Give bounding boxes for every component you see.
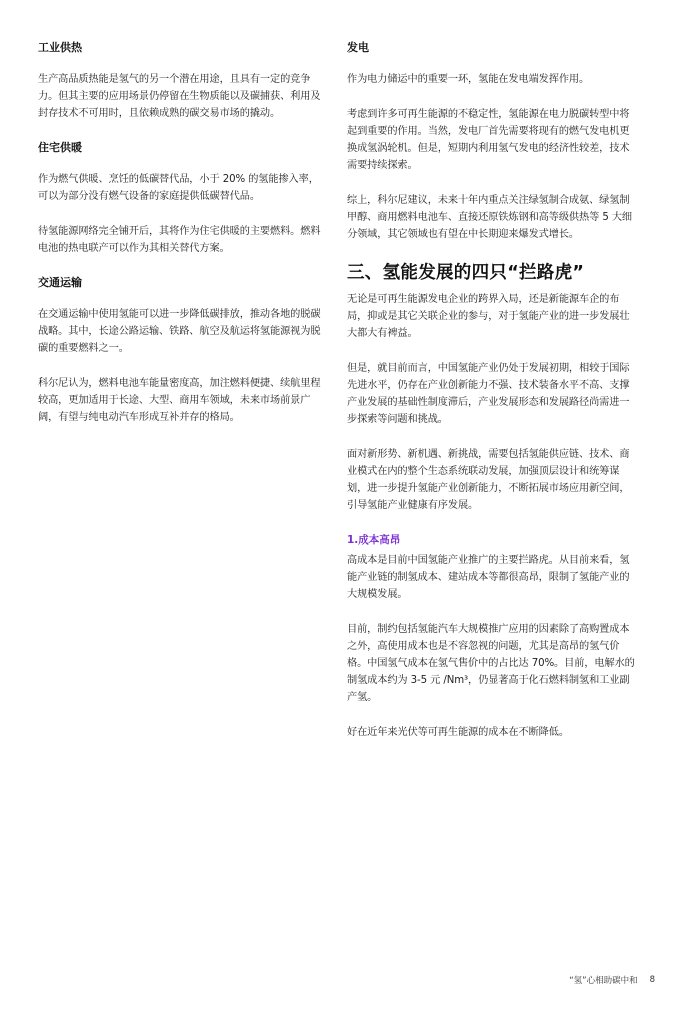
industry-heat-heading: 工业供热 (38, 41, 82, 54)
power-generation-heading: 发电 (347, 41, 369, 54)
residential-heating-heading: 住宅供暖 (38, 141, 82, 154)
residential-heating-paragraph-1: 作为燃气供暖、烹饪的低碳替代品，小于 20% 的氢能掺入率，可以为部分没有燃气设备的家庭提供低碳替代品。 (38, 174, 319, 202)
power-generation-paragraph-2: 考虑到许多可再生能源的不稳定性，氢能源在电力脱碳转型中将起到重要的作用。当然，发电厂首先需要将现有的燃气发电机更换成氢涡轮机。但是，短期内利用氢气发电的经济性较差，技术需要持续探索。 (347, 109, 630, 171)
residential-heating-paragraph-2: 待氢能源网络完全铺开后，其将作为住宅供暖的主要燃料。燃料电池的热电联产可以作为其相关替代方案。 (38, 226, 321, 254)
section-paragraph-3: 面对新形势、新机遇、新挑战，需要包括氢能供应链、技术、商业模式在内的整个生态系统联动发展，加强顶层设计和统筹谋划，进一步提升氢能产业创新能力，不断拓展市场应用新空间，引导氢能产业健康有序发展。 (347, 449, 630, 511)
power-generation-paragraph-1: 作为电力储运中的重要一环，氢能在发电端发挥作用。 (347, 74, 590, 85)
transport-paragraph-1: 在交通运输中使用氢能可以进一步降低碳排放，推动各地的脱碳战略。其中，长途公路运输、铁路、航空及航运将氢能源视为脱碳的重要燃料之一。 (38, 309, 321, 354)
footer-title: “氢”心相助碳中和 (569, 976, 638, 986)
cost-paragraph-2: 目前，制约包括氢能汽车大规模推广应用的因素除了高购置成本之外，高使用成本也是不容忽视的问题，尤其是高昂的氢气价格。中国氢气成本在氢气售价中的占比达 70%。目前，电解水的制氢成本约为 3-5 元 /Nm³，仍显著高于化石燃料制氢和工业副产氢。 (347, 624, 635, 703)
cost-paragraph-1: 高成本是目前中国氢能产业推广的主要拦路虎。从目前来看，氢能产业链的制氢成本、建站成本等都很高昂，限制了氢能产业的大规模发展。 (347, 555, 630, 600)
page-number: 8 (649, 975, 655, 985)
page-footer (569, 974, 655, 986)
power-generation-paragraph-3: 综上，科尔尼建议，未来十年内重点关注绿氢制合成氨、绿氢制甲醇、商用燃料电池车、直接还原铁炼钢和高等级供热等 5 大细分领域，其它领域也有望在中长期迎来爆发式增长。 (347, 195, 633, 240)
right-column (347, 40, 637, 759)
left-column (38, 40, 328, 444)
cost-paragraph-3: 好在近年来光伏等可再生能源的成本在不断降低。 (347, 727, 569, 738)
cost-subheading: 1.成本高昂 (347, 534, 401, 546)
industry-heat-paragraph: 生产高品质热能是氢气的另一个潜在用途，且具有一定的竞争力。但其主要的应用场景仍停留在生物质能以及碳捕获、利用及封存技术不可用时，且依赖成熟的碳交易市场的撬动。 (38, 74, 321, 119)
section-heading: 三、氢能发展的四只“拦路虎” (347, 263, 585, 283)
transport-paragraph-2: 科尔尼认为，燃料电池车能量密度高，加注燃料便捷、续航里程较高，更加适用于长途、大型、商用车领域，未来市场前景广阔，有望与纯电动汽车形成互补并存的格局。 (38, 378, 321, 423)
section-paragraph-1: 无论是可再生能源发电企业的跨界入局，还是新能源车企的布局，抑或是其它关联企业的参与，对于氢能产业的进一步发展壮大都大有裨益。 (347, 294, 630, 339)
section-paragraph-2: 但是，就目前而言，中国氢能产业仍处于发展初期，相较于国际先进水平，仍存在产业创新能力不强、技术装备水平不高、支撑产业发展的基础性制度滞后，产业发展形态和发展路径尚需进一步探索等问题和挑战。 (347, 363, 630, 425)
transport-heading: 交通运输 (38, 276, 82, 289)
